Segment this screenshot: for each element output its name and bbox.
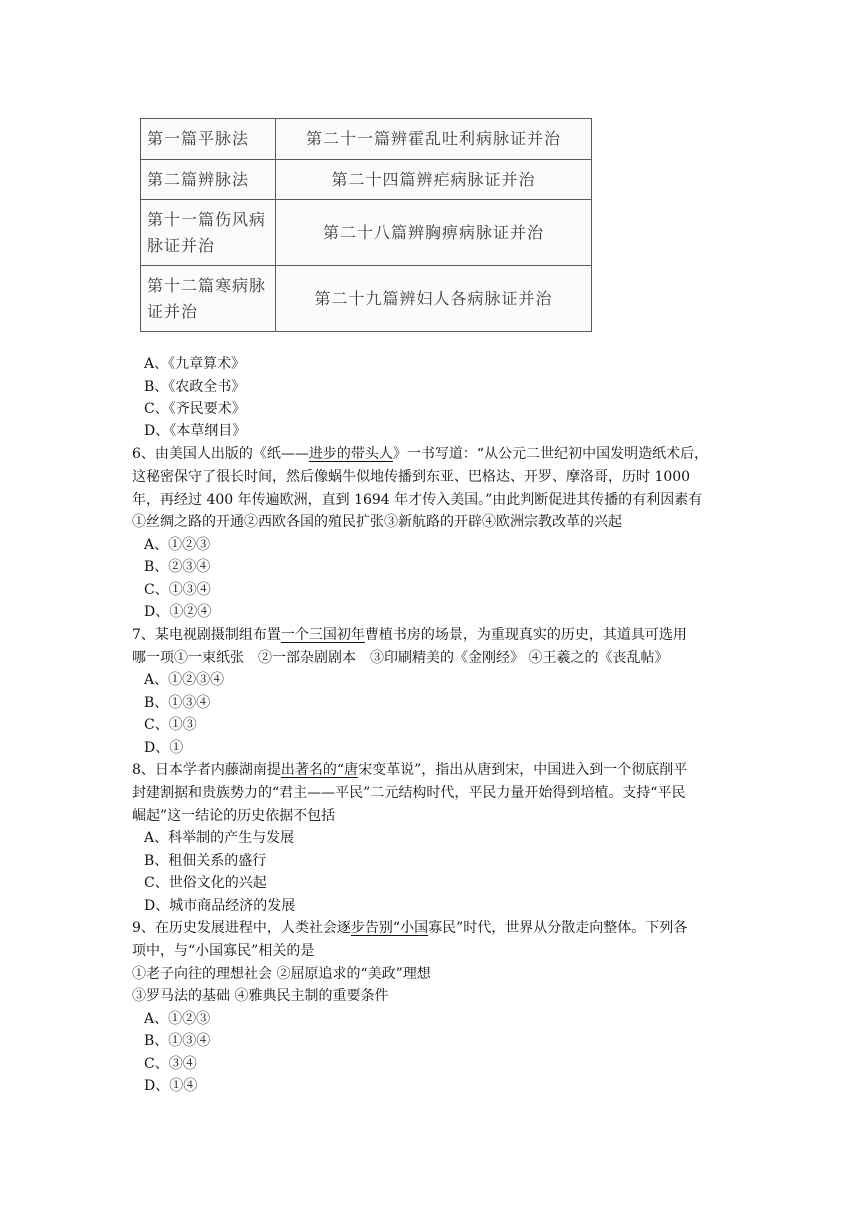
table-cell: 第二篇辨脉法 (141, 159, 276, 200)
q6-text: 6、由美国人出版的《纸—— (132, 446, 309, 462)
q8-text: 宋变革说”，指出从唐到宋，中国进入到一个彻底削平 (358, 762, 688, 778)
q9-stem-line (132, 918, 687, 938)
q8-option-a: A、科举制的产生与发展 (144, 830, 295, 846)
q9-text: 9、在历史发展进程中，人类社会逐 (132, 920, 351, 936)
q7-stem-line (132, 625, 687, 645)
q8-option-c: C、世俗文化的兴起 (144, 875, 267, 891)
q7-stem-line: 哪一项①一束纸张 ②一部杂剧剧本 ③印刷精美的《金刚经》 ④王羲之的《丧乱帖》 (132, 650, 669, 666)
table-cell: 第二十九篇辨妇人各病脉证并治 (276, 266, 592, 332)
table-row (141, 266, 592, 332)
q9-stem-line: 项中，与“小国寡民”相关的是 (132, 943, 315, 959)
q9-stem-line: ③罗马法的基础 ④雅典民主制的重要条件 (132, 988, 389, 1004)
q7-option-c: C、①③ (144, 717, 197, 733)
table-cell: 第一篇平脉法 (141, 119, 276, 160)
q5-option-b: B、《农政全书》 (144, 379, 246, 395)
q7-text: 曹植书房的场景，为重现真实的历史，其道具可选用 (364, 627, 687, 643)
q7-option-b: B、①③④ (144, 695, 211, 711)
q8-option-b: B、租佃关系的盛行 (144, 853, 267, 869)
q6-stem-line (132, 444, 708, 464)
q9-underlined-text: 步告别“小国 (350, 920, 429, 936)
q9-option-b: B、①③④ (144, 1033, 211, 1049)
q8-text: 8、日本学者内藤湖南提 (132, 762, 281, 778)
q8-stem-line: 封建割据和贵族势力的“君主——平民”二元结构时代，平民力量开始得到培植。支持“平民 (132, 785, 686, 801)
q6-option-b: B、②③④ (144, 559, 211, 575)
q7-underlined-text: 一个三国初年 (280, 627, 365, 643)
q6-text: 》一书写道：“从公元二世纪初中国发明造纸术后， (392, 446, 709, 462)
q5-option-a: A、《九章算术》 (144, 356, 246, 372)
q9-option-d: D、①④ (144, 1078, 198, 1094)
q6-underlined-text: 进步的带头人 (308, 446, 393, 462)
table-row (141, 159, 592, 200)
table-cell: 第二十一篇辨霍乱吐利病脉证并治 (276, 119, 592, 160)
q9-option-c: C、③④ (144, 1056, 197, 1072)
q5-option-c: C、《齐民要术》 (144, 401, 246, 417)
table-cell: 第二十八篇辨胸痹病脉证并治 (276, 200, 592, 266)
q6-option-c: C、①③④ (144, 582, 211, 598)
q5-option-d: D、《本草纲目》 (144, 423, 247, 439)
q7-option-d: D、① (144, 740, 184, 756)
q7-text: 7、某电视剧摄制组布置 (132, 627, 281, 643)
q9-text: 寡民”时代，世界从分散走向整体。下列各 (428, 920, 688, 936)
q6-stem-line: 年，再经过 400 年传遍欧洲，直到 1694 年才传入美国。”由此判断促进其传播的有利因素有 (132, 492, 703, 508)
q6-stem-line: ①丝绸之路的开通②西欧各国的殖民扩张③新航路的开辟④欧洲宗教改革的兴起 (132, 514, 622, 530)
q6-option-a: A、①②③ (144, 537, 211, 553)
table-row (141, 200, 592, 266)
table-cell: 第十二篇寒病脉证并治 (141, 266, 276, 332)
q6-stem-line: 这秘密保守了很长时间，然后像蜗牛似地传播到东亚、巴格达、开罗、摩洛哥，历时 1000 (132, 469, 691, 485)
table-row (141, 119, 592, 160)
q9-stem-line: ①老子向往的理想社会 ②屈原追求的“美政”理想 (132, 966, 431, 982)
table-cell: 第二十四篇辨疟病脉证并治 (276, 159, 592, 200)
q7-option-a: A、①②③④ (144, 672, 225, 688)
q8-stem-line: 崛起”这一结论的历史依据不包括 (132, 808, 336, 824)
pulse-chapter-table (140, 118, 592, 332)
q6-option-d: D、①②④ (144, 604, 212, 620)
q8-option-d: D、城市商品经济的发展 (144, 898, 296, 914)
q9-option-a: A、①②③ (144, 1011, 211, 1027)
table-cell: 第十一篇伤风病脉证并治 (141, 200, 276, 266)
q8-stem-line (132, 760, 687, 780)
q8-underlined-text: 出著名的“唐 (280, 762, 359, 778)
